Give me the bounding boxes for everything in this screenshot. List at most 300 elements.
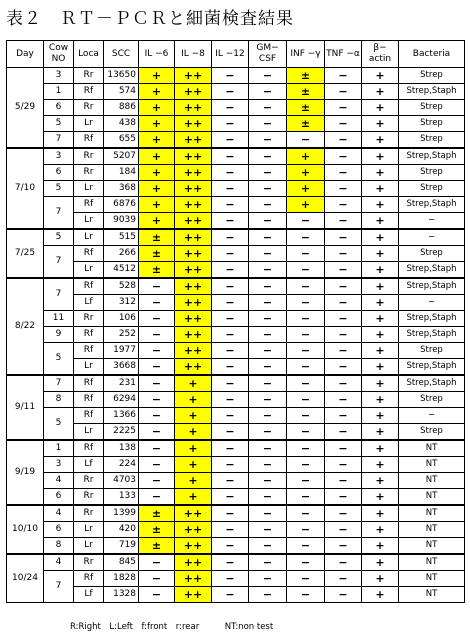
expression-mark: − bbox=[300, 556, 311, 569]
expression-mark: − bbox=[225, 588, 235, 601]
expression-mark: − bbox=[338, 442, 348, 455]
location-cell: Lf bbox=[74, 587, 104, 603]
expression-mark: − bbox=[300, 539, 311, 552]
tnf-alpha-cell bbox=[325, 165, 362, 181]
il12-cell bbox=[212, 489, 249, 506]
tnf-alpha-cell bbox=[325, 262, 362, 279]
beta-actin-cell bbox=[362, 424, 399, 441]
il6-cell bbox=[139, 229, 175, 246]
expression-mark: − bbox=[338, 133, 348, 146]
il8-cell bbox=[175, 522, 212, 538]
table-row bbox=[7, 148, 465, 165]
gm-csf-cell bbox=[249, 587, 287, 603]
expression-mark: − bbox=[300, 312, 311, 325]
expression-mark: − bbox=[225, 133, 235, 146]
inf-gamma-cell bbox=[287, 295, 325, 311]
expression-mark: ++ bbox=[183, 166, 203, 179]
expression-mark: − bbox=[262, 507, 273, 520]
expression-mark: − bbox=[338, 490, 348, 503]
expression-mark: − bbox=[300, 572, 311, 585]
expression-mark: + bbox=[375, 425, 385, 438]
expression-mark: − bbox=[225, 442, 235, 455]
cow-no-cell: 6 bbox=[44, 165, 74, 181]
gm-csf-cell bbox=[249, 473, 287, 489]
expression-mark: ++ bbox=[183, 231, 203, 244]
expression-mark: − bbox=[300, 263, 311, 276]
scc-cell: 1328 bbox=[104, 587, 139, 603]
expression-mark: − bbox=[151, 393, 162, 406]
inf-gamma-cell bbox=[287, 408, 325, 424]
il6-cell bbox=[139, 68, 175, 84]
gm-csf-cell bbox=[249, 440, 287, 457]
il6-cell bbox=[139, 132, 175, 149]
il12-cell bbox=[212, 359, 249, 376]
expression-mark: − bbox=[262, 442, 273, 455]
tnf-alpha-cell bbox=[325, 197, 362, 213]
inf-gamma-cell bbox=[287, 148, 325, 165]
il12-cell bbox=[212, 473, 249, 489]
column-header: IL −12 bbox=[212, 41, 249, 68]
table-row bbox=[7, 343, 465, 359]
expression-mark: − bbox=[262, 588, 273, 601]
expression-mark: − bbox=[262, 328, 273, 341]
gm-csf-cell bbox=[249, 359, 287, 376]
expression-mark: − bbox=[300, 133, 311, 146]
expression-mark: − bbox=[225, 182, 235, 195]
bacteria-cell: Strep bbox=[399, 246, 465, 262]
il6-cell bbox=[139, 327, 175, 343]
expression-mark: − bbox=[300, 588, 311, 601]
inf-gamma-cell bbox=[287, 100, 325, 116]
expression-mark: − bbox=[151, 377, 162, 390]
il8-cell bbox=[175, 295, 212, 311]
expression-mark: − bbox=[151, 425, 162, 438]
expression-mark: + bbox=[151, 150, 162, 163]
cow-no-cell: 6 bbox=[44, 489, 74, 506]
beta-actin-cell bbox=[362, 489, 399, 506]
il12-cell bbox=[212, 587, 249, 603]
expression-mark: + bbox=[188, 425, 198, 438]
bacteria-cell: NT bbox=[399, 505, 465, 522]
inf-gamma-cell bbox=[287, 571, 325, 587]
il12-cell bbox=[212, 343, 249, 359]
cow-no-cell: 4 bbox=[44, 505, 74, 522]
expression-mark: − bbox=[338, 182, 348, 195]
bacteria-cell: − bbox=[399, 295, 465, 311]
gm-csf-cell bbox=[249, 278, 287, 295]
il6-cell bbox=[139, 197, 175, 213]
bacteria-cell: Strep bbox=[399, 100, 465, 116]
inf-gamma-cell bbox=[287, 424, 325, 441]
expression-mark: + bbox=[188, 393, 198, 406]
gm-csf-cell bbox=[249, 116, 287, 132]
inf-gamma-cell bbox=[287, 375, 325, 392]
cow-no-cell: 11 bbox=[44, 311, 74, 327]
tnf-alpha-cell bbox=[325, 538, 362, 555]
expression-mark: ± bbox=[300, 101, 311, 114]
gm-csf-cell bbox=[249, 84, 287, 100]
il6-cell bbox=[139, 181, 175, 197]
expression-mark: + bbox=[375, 507, 385, 520]
il12-cell bbox=[212, 538, 249, 555]
beta-actin-cell bbox=[362, 505, 399, 522]
scc-cell: 515 bbox=[104, 229, 139, 246]
beta-actin-cell bbox=[362, 295, 399, 311]
expression-mark: − bbox=[225, 69, 235, 82]
expression-mark: − bbox=[300, 296, 311, 309]
il8-cell bbox=[175, 489, 212, 506]
expression-mark: − bbox=[151, 442, 162, 455]
expression-mark: − bbox=[262, 231, 273, 244]
bacteria-cell: NT bbox=[399, 457, 465, 473]
cow-no-cell: 3 bbox=[44, 457, 74, 473]
il12-cell bbox=[212, 522, 249, 538]
column-header: IL −6 bbox=[139, 41, 175, 68]
expression-mark: − bbox=[300, 474, 311, 487]
il8-cell bbox=[175, 505, 212, 522]
cow-no-cell: 3 bbox=[44, 148, 74, 165]
cow-no-cell: 3 bbox=[44, 68, 74, 84]
expression-mark: + bbox=[300, 182, 311, 195]
column-header: Cow NO bbox=[44, 41, 74, 68]
scc-cell: 106 bbox=[104, 311, 139, 327]
expression-mark: + bbox=[375, 556, 385, 569]
location-cell: Rr bbox=[74, 473, 104, 489]
expression-mark: + bbox=[375, 312, 385, 325]
beta-actin-cell bbox=[362, 229, 399, 246]
bacteria-cell: Strep bbox=[399, 165, 465, 181]
expression-mark: − bbox=[225, 523, 235, 536]
expression-mark: − bbox=[225, 409, 235, 422]
expression-mark: + bbox=[188, 442, 198, 455]
column-header: GM− CSF bbox=[249, 41, 287, 68]
expression-mark: − bbox=[338, 523, 348, 536]
tnf-alpha-cell bbox=[325, 571, 362, 587]
expression-mark: − bbox=[225, 85, 235, 98]
il6-cell bbox=[139, 116, 175, 132]
table-row bbox=[7, 489, 465, 506]
expression-mark: − bbox=[262, 296, 273, 309]
location-cell: Rf bbox=[74, 327, 104, 343]
scc-cell: 1828 bbox=[104, 571, 139, 587]
beta-actin-cell bbox=[362, 522, 399, 538]
scc-cell: 528 bbox=[104, 278, 139, 295]
expression-mark: + bbox=[375, 377, 385, 390]
il12-cell bbox=[212, 165, 249, 181]
beta-actin-cell bbox=[362, 359, 399, 376]
expression-mark: − bbox=[338, 572, 348, 585]
expression-mark: − bbox=[338, 117, 348, 130]
table-row bbox=[7, 229, 465, 246]
expression-mark: − bbox=[262, 280, 273, 293]
bacteria-cell: Strep bbox=[399, 424, 465, 441]
location-cell: Rr bbox=[74, 489, 104, 506]
table-row bbox=[7, 165, 465, 181]
expression-mark: ++ bbox=[183, 328, 203, 341]
cow-no-cell: 7 bbox=[44, 278, 74, 311]
column-header: TNF −α bbox=[325, 41, 362, 68]
il8-cell bbox=[175, 246, 212, 262]
location-cell: Rf bbox=[74, 246, 104, 262]
il8-cell bbox=[175, 132, 212, 149]
beta-actin-cell bbox=[362, 311, 399, 327]
expression-mark: + bbox=[188, 490, 198, 503]
gm-csf-cell bbox=[249, 408, 287, 424]
expression-mark: ++ bbox=[183, 572, 203, 585]
il6-cell bbox=[139, 424, 175, 441]
expression-mark: + bbox=[300, 150, 311, 163]
inf-gamma-cell bbox=[287, 392, 325, 408]
il6-cell bbox=[139, 311, 175, 327]
gm-csf-cell bbox=[249, 522, 287, 538]
day-cell: 7/10 bbox=[7, 148, 44, 229]
scc-cell: 6294 bbox=[104, 392, 139, 408]
expression-mark: − bbox=[338, 458, 348, 471]
tnf-alpha-cell bbox=[325, 295, 362, 311]
il6-cell bbox=[139, 457, 175, 473]
inf-gamma-cell bbox=[287, 457, 325, 473]
table-row bbox=[7, 505, 465, 522]
cow-no-cell: 4 bbox=[44, 554, 74, 571]
column-header: IL −8 bbox=[175, 41, 212, 68]
scc-cell: 9039 bbox=[104, 213, 139, 230]
il12-cell bbox=[212, 278, 249, 295]
scc-cell: 4703 bbox=[104, 473, 139, 489]
location-cell: Lr bbox=[74, 229, 104, 246]
expression-mark: − bbox=[338, 231, 348, 244]
il8-cell bbox=[175, 375, 212, 392]
location-cell: Rf bbox=[74, 197, 104, 213]
expression-mark: − bbox=[225, 214, 235, 227]
inf-gamma-cell bbox=[287, 229, 325, 246]
expression-mark: − bbox=[338, 539, 348, 552]
beta-actin-cell bbox=[362, 148, 399, 165]
expression-mark: + bbox=[375, 328, 385, 341]
bacteria-cell: Strep bbox=[399, 132, 465, 149]
table-row bbox=[7, 538, 465, 555]
location-cell: Rf bbox=[74, 278, 104, 295]
expression-mark: + bbox=[375, 280, 385, 293]
gm-csf-cell bbox=[249, 262, 287, 279]
il12-cell bbox=[212, 132, 249, 149]
bacteria-cell: Strep bbox=[399, 181, 465, 197]
tnf-alpha-cell bbox=[325, 246, 362, 262]
table-row bbox=[7, 197, 465, 213]
expression-mark: ++ bbox=[183, 280, 203, 293]
cow-no-cell: 7 bbox=[44, 375, 74, 392]
expression-mark: − bbox=[300, 507, 311, 520]
scc-cell: 574 bbox=[104, 84, 139, 100]
tnf-alpha-cell bbox=[325, 68, 362, 84]
table-row bbox=[7, 278, 465, 295]
expression-mark: − bbox=[300, 490, 311, 503]
expression-mark: − bbox=[225, 458, 235, 471]
table-row bbox=[7, 587, 465, 603]
inf-gamma-cell bbox=[287, 554, 325, 571]
expression-mark: ++ bbox=[183, 150, 203, 163]
expression-mark: ++ bbox=[183, 360, 203, 373]
inf-gamma-cell bbox=[287, 181, 325, 197]
expression-mark: + bbox=[300, 198, 311, 211]
bacteria-cell: Strep,Staph bbox=[399, 148, 465, 165]
expression-mark: − bbox=[262, 556, 273, 569]
il8-cell bbox=[175, 229, 212, 246]
il12-cell bbox=[212, 295, 249, 311]
expression-mark: + bbox=[375, 214, 385, 227]
bacteria-cell: Strep,Staph bbox=[399, 311, 465, 327]
gm-csf-cell bbox=[249, 165, 287, 181]
il8-cell bbox=[175, 213, 212, 230]
table-row bbox=[7, 457, 465, 473]
beta-actin-cell bbox=[362, 262, 399, 279]
expression-mark: ++ bbox=[183, 539, 203, 552]
expression-mark: − bbox=[225, 474, 235, 487]
expression-mark: − bbox=[262, 393, 273, 406]
gm-csf-cell bbox=[249, 554, 287, 571]
scc-cell: 420 bbox=[104, 522, 139, 538]
location-cell: Rf bbox=[74, 440, 104, 457]
gm-csf-cell bbox=[249, 457, 287, 473]
il8-cell bbox=[175, 116, 212, 132]
scc-cell: 655 bbox=[104, 132, 139, 149]
tnf-alpha-cell bbox=[325, 229, 362, 246]
expression-mark: − bbox=[262, 377, 273, 390]
expression-mark: − bbox=[225, 572, 235, 585]
il8-cell bbox=[175, 327, 212, 343]
day-cell: 8/22 bbox=[7, 278, 44, 375]
scc-cell: 6876 bbox=[104, 197, 139, 213]
inf-gamma-cell bbox=[287, 505, 325, 522]
bacteria-cell: Strep,Staph bbox=[399, 278, 465, 295]
tnf-alpha-cell bbox=[325, 424, 362, 441]
expression-mark: − bbox=[225, 377, 235, 390]
expression-mark: − bbox=[151, 328, 162, 341]
expression-mark: − bbox=[262, 263, 273, 276]
il6-cell bbox=[139, 213, 175, 230]
il6-cell bbox=[139, 538, 175, 555]
location-cell: Lr bbox=[74, 424, 104, 441]
expression-mark: − bbox=[262, 101, 273, 114]
location-cell: Lf bbox=[74, 457, 104, 473]
expression-mark: − bbox=[338, 166, 348, 179]
expression-mark: + bbox=[151, 133, 162, 146]
table-row bbox=[7, 132, 465, 149]
il8-cell bbox=[175, 148, 212, 165]
inf-gamma-cell bbox=[287, 197, 325, 213]
tnf-alpha-cell bbox=[325, 327, 362, 343]
bacteria-cell: − bbox=[399, 229, 465, 246]
expression-mark: − bbox=[151, 474, 162, 487]
expression-mark: + bbox=[375, 442, 385, 455]
bacteria-cell: Strep,Staph bbox=[399, 197, 465, 213]
beta-actin-cell bbox=[362, 181, 399, 197]
il6-cell bbox=[139, 392, 175, 408]
day-cell: 9/19 bbox=[7, 440, 44, 505]
expression-mark: − bbox=[225, 198, 235, 211]
expression-mark: − bbox=[262, 182, 273, 195]
inf-gamma-cell bbox=[287, 116, 325, 132]
bacteria-cell: Strep,Staph bbox=[399, 327, 465, 343]
expression-mark: − bbox=[262, 150, 273, 163]
expression-mark: − bbox=[300, 247, 311, 260]
inf-gamma-cell bbox=[287, 489, 325, 506]
legend-note: R:Right L:Left f:front r:rear NT:non test bbox=[70, 622, 274, 632]
il8-cell bbox=[175, 68, 212, 84]
column-header: β− actin bbox=[362, 41, 399, 68]
inf-gamma-cell bbox=[287, 587, 325, 603]
location-cell: Rf bbox=[74, 375, 104, 392]
tnf-alpha-cell bbox=[325, 343, 362, 359]
day-cell: 10/10 bbox=[7, 505, 44, 554]
gm-csf-cell bbox=[249, 100, 287, 116]
il12-cell bbox=[212, 181, 249, 197]
expression-mark: ++ bbox=[183, 588, 203, 601]
expression-mark: − bbox=[300, 425, 311, 438]
expression-mark: − bbox=[225, 490, 235, 503]
location-cell: Lr bbox=[74, 116, 104, 132]
expression-mark: − bbox=[300, 344, 311, 357]
il12-cell bbox=[212, 311, 249, 327]
expression-mark: + bbox=[375, 409, 385, 422]
tnf-alpha-cell bbox=[325, 132, 362, 149]
table-row bbox=[7, 554, 465, 571]
location-cell: Rf bbox=[74, 408, 104, 424]
tnf-alpha-cell bbox=[325, 457, 362, 473]
bacteria-cell: Strep bbox=[399, 392, 465, 408]
inf-gamma-cell bbox=[287, 473, 325, 489]
gm-csf-cell bbox=[249, 311, 287, 327]
bacteria-cell: NT bbox=[399, 522, 465, 538]
table-row bbox=[7, 100, 465, 116]
inf-gamma-cell bbox=[287, 440, 325, 457]
expression-mark: + bbox=[188, 409, 198, 422]
expression-mark: − bbox=[262, 523, 273, 536]
il12-cell bbox=[212, 392, 249, 408]
il6-cell bbox=[139, 359, 175, 376]
il12-cell bbox=[212, 440, 249, 457]
scc-cell: 719 bbox=[104, 538, 139, 555]
expression-mark: − bbox=[338, 474, 348, 487]
expression-mark: − bbox=[338, 328, 348, 341]
gm-csf-cell bbox=[249, 424, 287, 441]
expression-mark: + bbox=[375, 166, 385, 179]
table-row bbox=[7, 311, 465, 327]
expression-mark: − bbox=[262, 409, 273, 422]
il12-cell bbox=[212, 375, 249, 392]
expression-mark: + bbox=[151, 69, 162, 82]
expression-mark: ++ bbox=[183, 182, 203, 195]
expression-mark: + bbox=[375, 539, 385, 552]
expression-mark: − bbox=[300, 377, 311, 390]
tnf-alpha-cell bbox=[325, 505, 362, 522]
tnf-alpha-cell bbox=[325, 522, 362, 538]
expression-mark: − bbox=[338, 425, 348, 438]
location-cell: Rr bbox=[74, 554, 104, 571]
expression-mark: ± bbox=[151, 539, 162, 552]
expression-mark: − bbox=[225, 393, 235, 406]
expression-mark: − bbox=[338, 198, 348, 211]
expression-mark: + bbox=[375, 296, 385, 309]
location-cell: Rr bbox=[74, 100, 104, 116]
table-row bbox=[7, 295, 465, 311]
day-cell: 10/24 bbox=[7, 554, 44, 603]
expression-mark: + bbox=[151, 101, 162, 114]
expression-mark: ++ bbox=[183, 69, 203, 82]
expression-mark: − bbox=[300, 523, 311, 536]
expression-mark: ++ bbox=[183, 101, 203, 114]
table-row bbox=[7, 424, 465, 441]
expression-mark: − bbox=[300, 328, 311, 341]
